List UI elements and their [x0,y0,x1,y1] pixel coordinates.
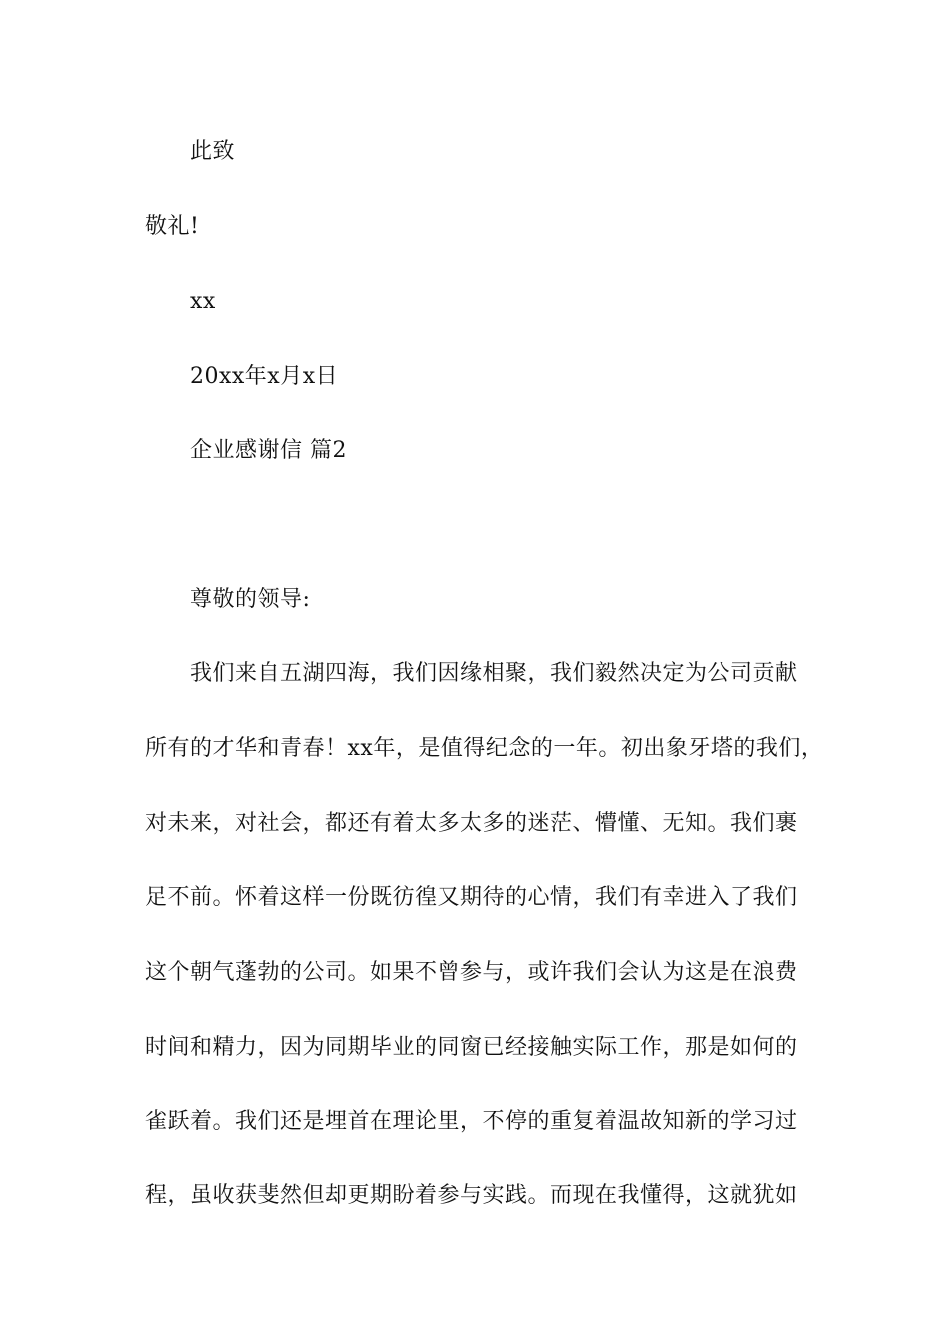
signature: xx [190,289,216,314]
body-line: 所有的才华和青春！xx年，是值得纪念的一年。初出象牙塔的我们， [145,736,824,761]
body-line: 对未来，对社会，都还有着太多太多的迷茫、懵懂、无知。我们裹 [145,811,798,836]
body-line: 雀跃着。我们还是埋首在理论里，不停的重复着温故知新的学习过 [145,1109,798,1134]
closing-salutation-1: 此致 [190,139,236,164]
body-line: 足不前。怀着这样一份既彷徨又期待的心情，我们有幸进入了我们 [145,885,798,910]
section-heading: 企业感谢信 篇2 [190,438,347,463]
greeting: 尊敬的领导: [190,587,311,612]
body-line: 我们来自五湖四海，我们因缘相聚，我们毅然决定为公司贡献 [190,661,798,686]
letter-date: 20xx年x月x日 [190,364,339,389]
closing-salutation-2: 敬礼! [145,214,200,239]
body-line: 这个朝气蓬勃的公司。如果不曾参与，或许我们会认为这是在浪费 [145,960,798,985]
body-line: 时间和精力，因为同期毕业的同窗已经接触实际工作，那是如何的 [145,1035,798,1060]
body-line: 程，虽收获斐然但却更期盼着参与实践。而现在我懂得，这就犹如 [145,1183,798,1208]
